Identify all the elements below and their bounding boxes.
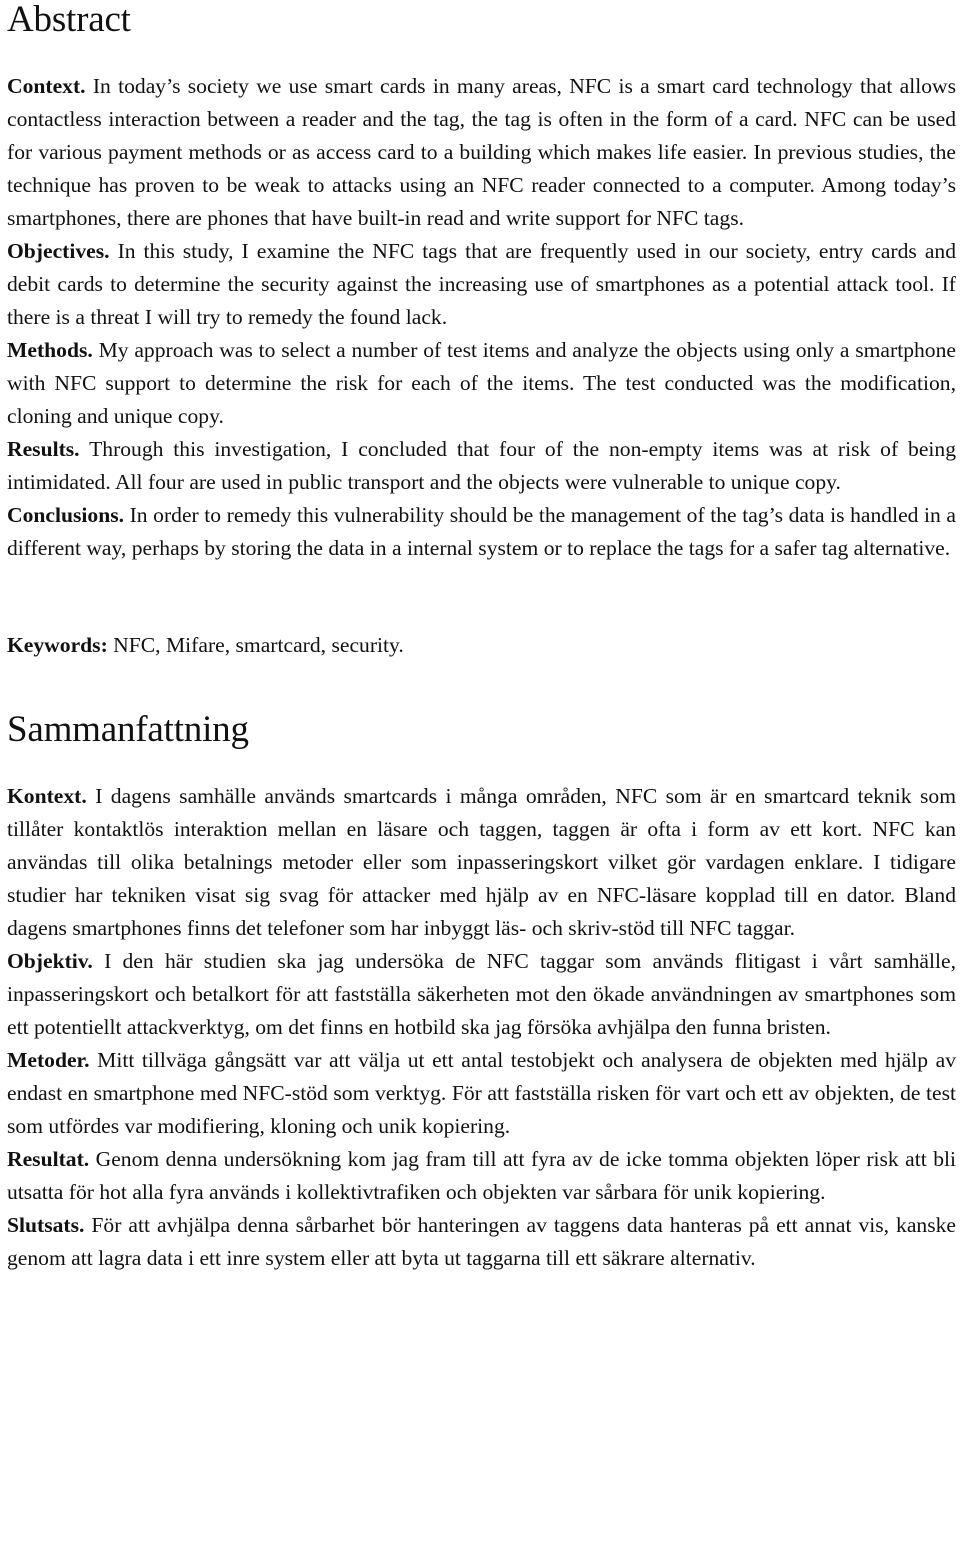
paragraph-text: In order to remedy this vulnerability should be the management of the tag’s data is handled in a different way, perhaps by storing the data in a internal system or to replace the tags for a safer tag alternative. xyxy=(7,503,956,560)
abstract-results-paragraph xyxy=(7,433,956,499)
keywords-label: Keywords: xyxy=(7,633,108,657)
paragraph-label: Slutsats. xyxy=(7,1213,85,1237)
keywords-line xyxy=(7,629,956,662)
paragraph-text: My approach was to select a number of test items and analyze the objects using only a smartphone with NFC support to determine the risk for each of the items. The test conducted was the modification, cloning and unique copy. xyxy=(7,338,956,428)
summary-slutsats-paragraph xyxy=(7,1209,956,1275)
paragraph-text: Genom denna undersökning kom jag fram till att fyra av de icke tomma objekten löper risk att bli utsatta för hot alla fyra används i kollektivtrafiken och objekten var sårbara för unik kopiering. xyxy=(7,1147,956,1204)
abstract-methods-paragraph xyxy=(7,334,956,433)
paragraph-text: In today’s society we use smart cards in many areas, NFC is a smart card technology that allows contactless interaction between a reader and the tag, the tag is often in the form of a card. NFC can be used for various payment methods or as access card to a building which makes life easier. In previous studies, the technique has proven to be weak to attacks using an NFC reader connected to a computer. Among today’s smartphones, there are phones that have built-in read and write support for NFC tags. xyxy=(7,74,956,230)
paragraph-text: In this study, I examine the NFC tags that are frequently used in our society, entry cards and debit cards to determine the security against the increasing use of smartphones as a potential attack tool. If there is a threat I will try to remedy the found lack. xyxy=(7,239,956,329)
summary-metoder-paragraph xyxy=(7,1044,956,1143)
summary-objektiv-paragraph xyxy=(7,945,956,1044)
summary-heading: Sammanfattning xyxy=(7,709,249,750)
paragraph-label: Results. xyxy=(7,437,80,461)
abstract-context-paragraph xyxy=(7,70,956,235)
summary-resultat-paragraph xyxy=(7,1143,956,1209)
abstract-conclusions-paragraph xyxy=(7,499,956,565)
summary-section xyxy=(7,710,956,1275)
paragraph-label: Resultat. xyxy=(7,1147,90,1171)
paragraph-label: Kontext. xyxy=(7,784,87,808)
paragraph-label: Metoder. xyxy=(7,1048,90,1072)
paragraph-label: Methods. xyxy=(7,338,93,362)
paragraph-label: Conclusions. xyxy=(7,503,125,527)
paragraph-text: I den här studien ska jag undersöka de NFC taggar som används flitigast i vårt samhälle, inpasseringskort och betalkort för att fastställa säkerheten mot den ökade användningen av smartphones som ett potentiellt attackverktyg, om det finns en hotbild ska jag försöka avhjälpa den funna bristen. xyxy=(7,949,956,1039)
spacer xyxy=(7,565,956,629)
spacer xyxy=(7,662,956,710)
keywords-text: NFC, Mifare, smartcard, security. xyxy=(113,633,404,657)
summary-kontext-paragraph xyxy=(7,780,956,945)
abstract-heading: Abstract xyxy=(7,0,131,40)
paragraph-text: Mitt tillväga gångsätt var att välja ut ett antal testobjekt och analysera de objekten med hjälp av endast en smartphone med NFC-stöd som verktyg. För att fastställa risken för vart och ett av objekten, de test som utfördes var modifiering, kloning och unik kopiering. xyxy=(7,1048,956,1138)
paragraph-label: Context. xyxy=(7,74,86,98)
paragraph-text: Through this investigation, I concluded that four of the non-empty items was at risk of being intimidated. All four are used in public transport and the objects were vulnerable to unique copy. xyxy=(7,437,956,494)
abstract-objectives-paragraph xyxy=(7,235,956,334)
paragraph-label: Objectives. xyxy=(7,239,110,263)
paragraph-label: Objektiv. xyxy=(7,949,93,973)
abstract-section xyxy=(7,0,956,565)
paragraph-text: I dagens samhälle används smartcards i många områden, NFC som är en smartcard teknik som tillåter kontaktlös interaktion mellan en läsare och taggen, taggen är ofta i form av ett kort. NFC kan användas till olika betalnings metoder eller som inpasseringskort vilket gör vardagen enklare. I tidigare studier har tekniken visat sig svag för attacker med hjälp av en NFC-läsare kopplad till en dator. Bland dagens smartphones finns det telefoner som har inbyggt läs- och skriv-stöd till NFC taggar. xyxy=(7,784,956,940)
paragraph-text: För att avhjälpa denna sårbarhet bör hanteringen av taggens data hanteras på ett annat vis, kanske genom att lagra data i ett inre system eller att byta ut taggarna till ett säkrare alternativ. xyxy=(7,1213,956,1270)
